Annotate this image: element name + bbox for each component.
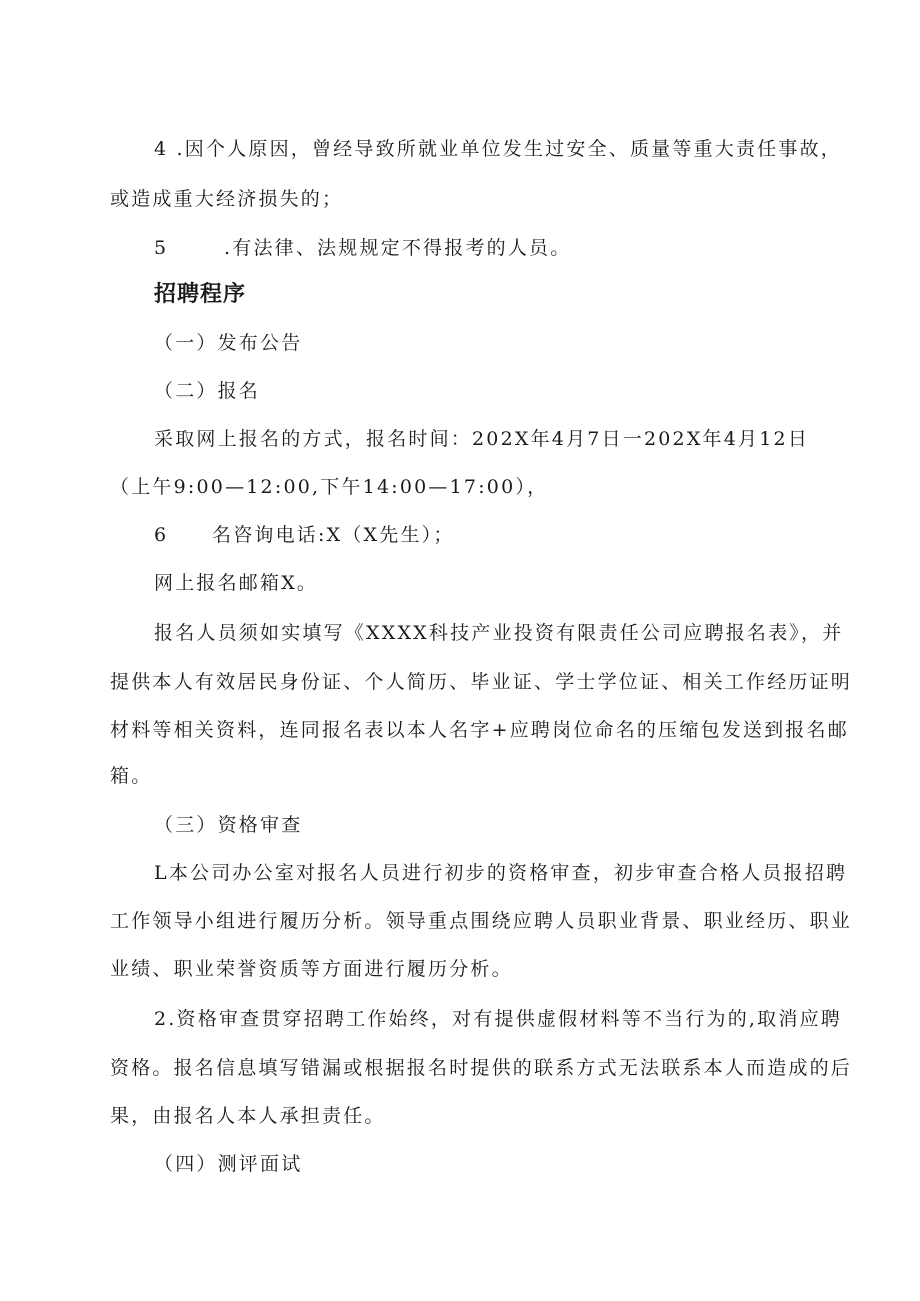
paragraph-line: 提供本人有效居民身份证、个人简历、毕业证、学士学位证、相关工作经历证明 (110, 671, 853, 693)
paragraph-line: 采取网上报名的方式，报名时间：202X年4月7日一202X年4月12日 (154, 428, 810, 450)
list-item-5-text: .有法律、法规规定不得报考的人员。 (224, 237, 572, 259)
paragraph-line: 2.资格审查贯穿招聘工作始终，对有提供虚假材料等不当行为的,取消应聘 (154, 1008, 842, 1030)
paragraph-line: （上午9:00—12:00,下午14:00—17:00）， (110, 476, 549, 498)
subsection-heading-2: （二）报名 (154, 380, 261, 402)
paragraph-line: 网上报名邮箱X。 (154, 572, 319, 594)
paragraph-line: 箱。 (110, 765, 153, 787)
paragraph-line: L本公司办公室对报名人员进行初步的资格审查，初步审查合格人员报招聘 (154, 862, 848, 884)
paragraph-line: 果，由报名人本人承担责任。 (110, 1105, 386, 1127)
paragraph-line: 资格。报名信息填写错漏或根据报名时提供的联系方式无法联系本人而造成的后 (110, 1057, 853, 1079)
paragraph-line: 业绩、职业荣誉资质等方面进行履历分析。 (110, 958, 513, 980)
subsection-heading-1: （一）发布公告 (154, 332, 303, 354)
paragraph-line: 报名人员须如实填写《XXXX科技产业投资有限责任公司应聘报名表》，并 (154, 622, 844, 644)
list-item-5-number: 5 (154, 237, 169, 259)
list-item-4-line-1: 4 .因个人原因，曾经导致所就业单位发生过安全、质量等重大责任事故， (154, 138, 842, 160)
list-item-4-line-2: 或造成重大经济损失的； (110, 188, 344, 210)
subsection-heading-3: （三）资格审查 (154, 814, 303, 836)
subsection-heading-4: （四）测评面试 (154, 1153, 303, 1175)
list-item-6-text: 名咨询电话:X（X先生）； (212, 524, 455, 546)
paragraph-line: 材料等相关资料，连同报名表以本人名字+应聘岗位命名的压缩包发送到报名邮 (110, 719, 849, 741)
paragraph-line: 工作领导小组进行履历分析。领导重点围绕应聘人员职业背景、职业经历、职业 (110, 910, 853, 932)
list-item-6-number: 6 (154, 524, 169, 546)
section-heading: 招聘程序 (154, 282, 247, 307)
